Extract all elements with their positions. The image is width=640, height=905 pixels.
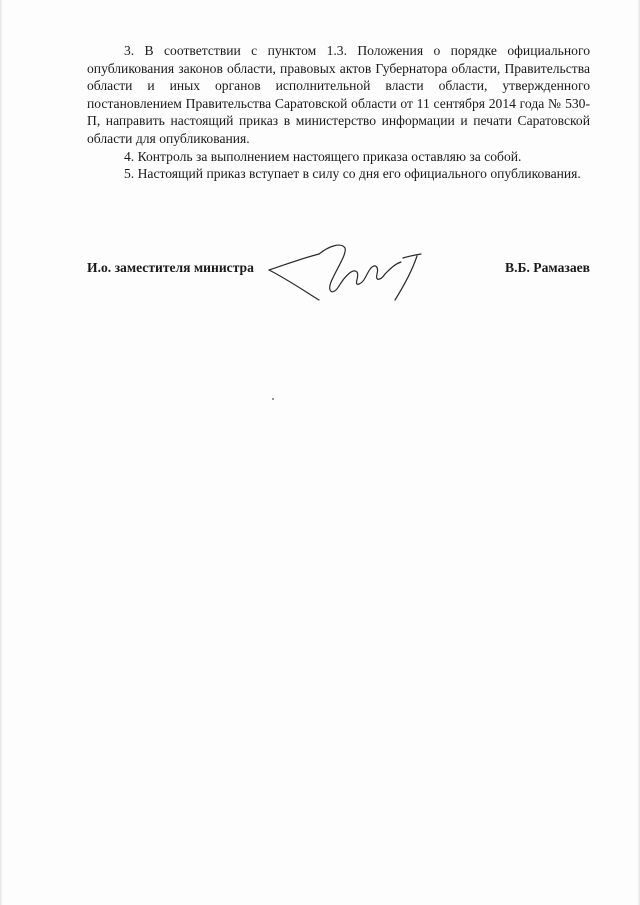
paragraph-5: 5. Настоящий приказ вступает в силу со дня его официального опубликования.: [124, 166, 581, 182]
handwritten-signature-icon: [267, 238, 427, 308]
signature-block: [87, 238, 590, 308]
scan-edge-left: [0, 0, 3, 905]
signatory-title: И.о. заместителя министра: [87, 260, 254, 275]
scan-speck: [272, 398, 274, 400]
paragraph-3: 3. В соответствии с пунктом 1.3. Положения о порядке официального опубликования законов области, правовых актов Губернатора области, Правительства области и иных органов исполнительной власти области, утвержденного постановлением Правительства Саратовской области от 11 сентября 2014 года № 530-П, направить настоящий приказ в министерство информации и печати Саратовской области для опубликования.: [87, 43, 590, 146]
paragraph-4: 4. Контроль за выполнением настоящего приказа оставляю за собой.: [124, 148, 522, 164]
document-body: [87, 42, 590, 183]
signatory-name: В.Б. Рамазаев: [505, 260, 590, 275]
